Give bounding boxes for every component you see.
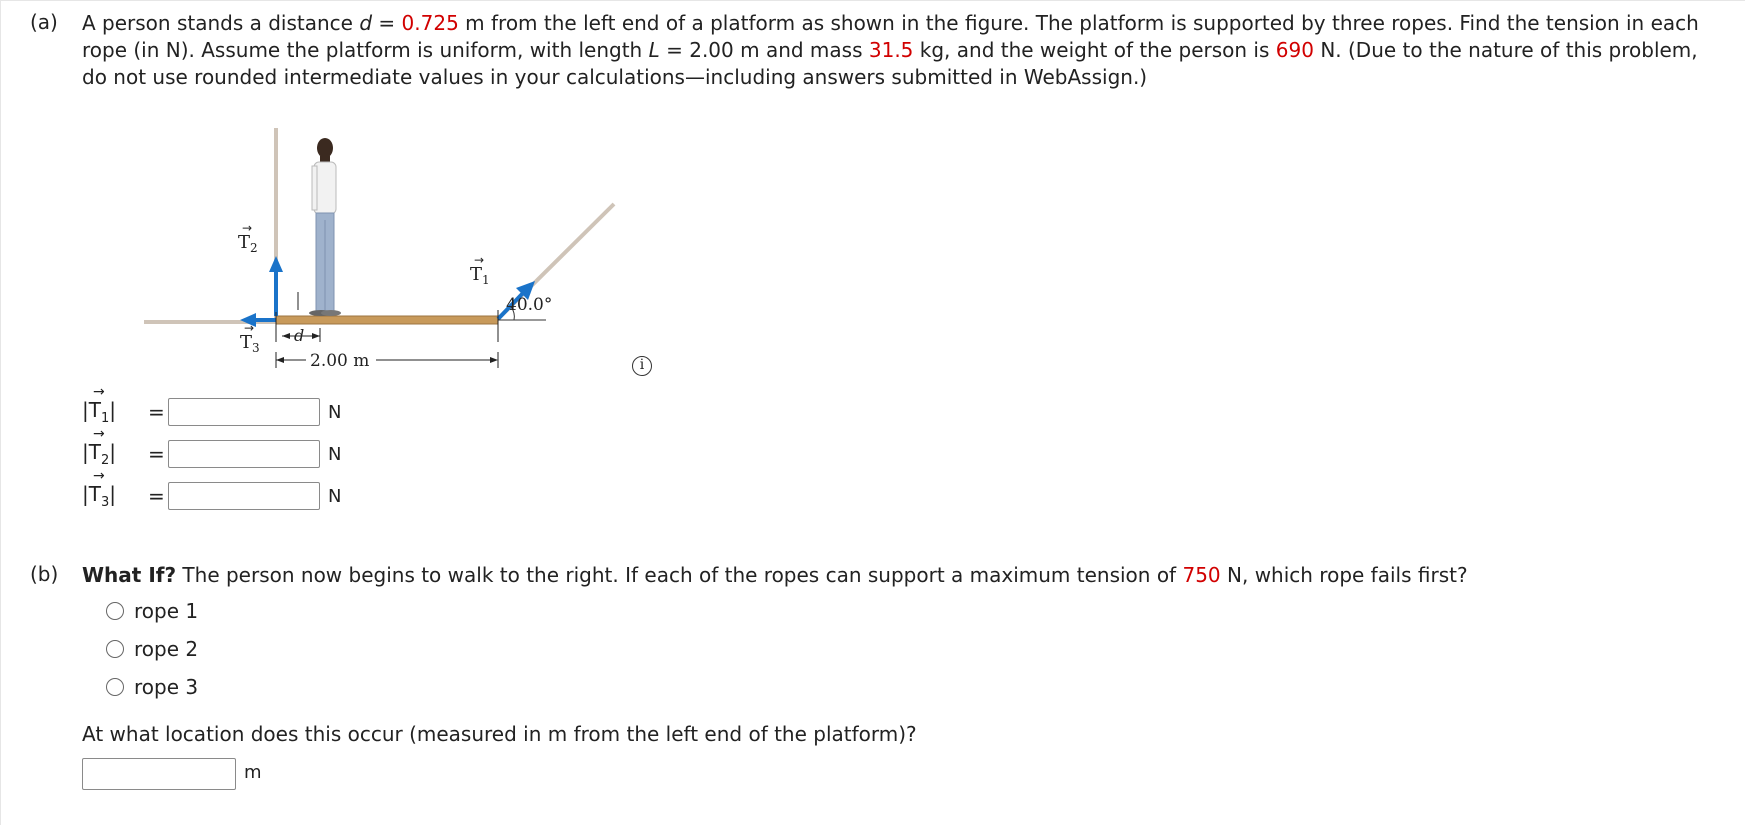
t1-label: $T_1$ <box>470 264 490 287</box>
angle-label: 40.0° <box>506 295 553 315</box>
radio-rope-2[interactable] <box>106 640 124 658</box>
svg-text:→: → <box>242 221 253 235</box>
option-rope-1[interactable]: rope 1 <box>106 596 198 626</box>
length-label: 2.00 m <box>310 351 370 371</box>
t3-magnitude-label: → $|T_3|$ <box>82 468 116 510</box>
radio-rope-3[interactable] <box>106 678 124 696</box>
info-icon[interactable]: i <box>632 356 652 376</box>
t2-magnitude-label: → $|T_2|$ <box>82 426 116 468</box>
option-rope-2[interactable]: rope 2 <box>106 634 198 664</box>
t2-label: $T_2$ <box>238 232 258 255</box>
part-a-question: A person stands a distance d = 0.725 m from the left end of a platform as shown in the figure. The platform is supported by three ropes. Find the tension in each rope (in N). Assume the platform is uniform, with length L = 2.00 m and mass 31.5 kg, and the weight of the person is 690 N. (Due to the nature of this problem, do not use rounded intermediate values in your calculations—including answers submitted in WebAssign.) <box>82 11 1699 89</box>
d-value: 0.725 <box>401 11 459 35</box>
t2-unit: N <box>328 443 342 465</box>
max-tension-value: 750 <box>1182 563 1221 587</box>
platform-figure <box>130 110 670 390</box>
answer-row-t3: → $|T_3|$ = N <box>82 468 342 510</box>
person-figure <box>309 138 341 316</box>
platform <box>276 316 498 324</box>
t2-answer-input[interactable] <box>168 440 320 468</box>
t3-answer-input[interactable] <box>168 482 320 510</box>
mass-value: 31.5 <box>868 38 914 62</box>
t1-answer-input[interactable] <box>168 398 320 426</box>
radio-rope-1[interactable] <box>106 602 124 620</box>
answer-row-t2: → $|T_2|$ = N <box>82 426 342 468</box>
t3-label: $T_3$ <box>240 332 260 355</box>
part-b-label: (b) <box>30 562 59 586</box>
svg-text:→: → <box>474 253 485 267</box>
t1-unit: N <box>328 401 342 423</box>
answer-row-t1: → $|T_1|$ = N <box>82 384 342 426</box>
option-rope-3[interactable]: rope 3 <box>106 672 198 702</box>
location-question: At what location does this occur (measured in m from the left end of the platform)? <box>82 722 917 746</box>
part-b-question: What If? The person now begins to walk to the right. If each of the ropes can support a maximum tension of 750 N, which rope fails first? <box>82 563 1468 587</box>
weight-value: 690 <box>1275 38 1314 62</box>
d-label: d <box>294 326 305 345</box>
location-answer-input[interactable] <box>82 758 236 790</box>
t3-unit: N <box>328 485 342 507</box>
part-a-label: (a) <box>30 10 58 34</box>
location-unit: m <box>244 762 262 783</box>
svg-text:→: → <box>244 321 255 335</box>
t1-magnitude-label: → $|T_1|$ <box>82 384 116 426</box>
